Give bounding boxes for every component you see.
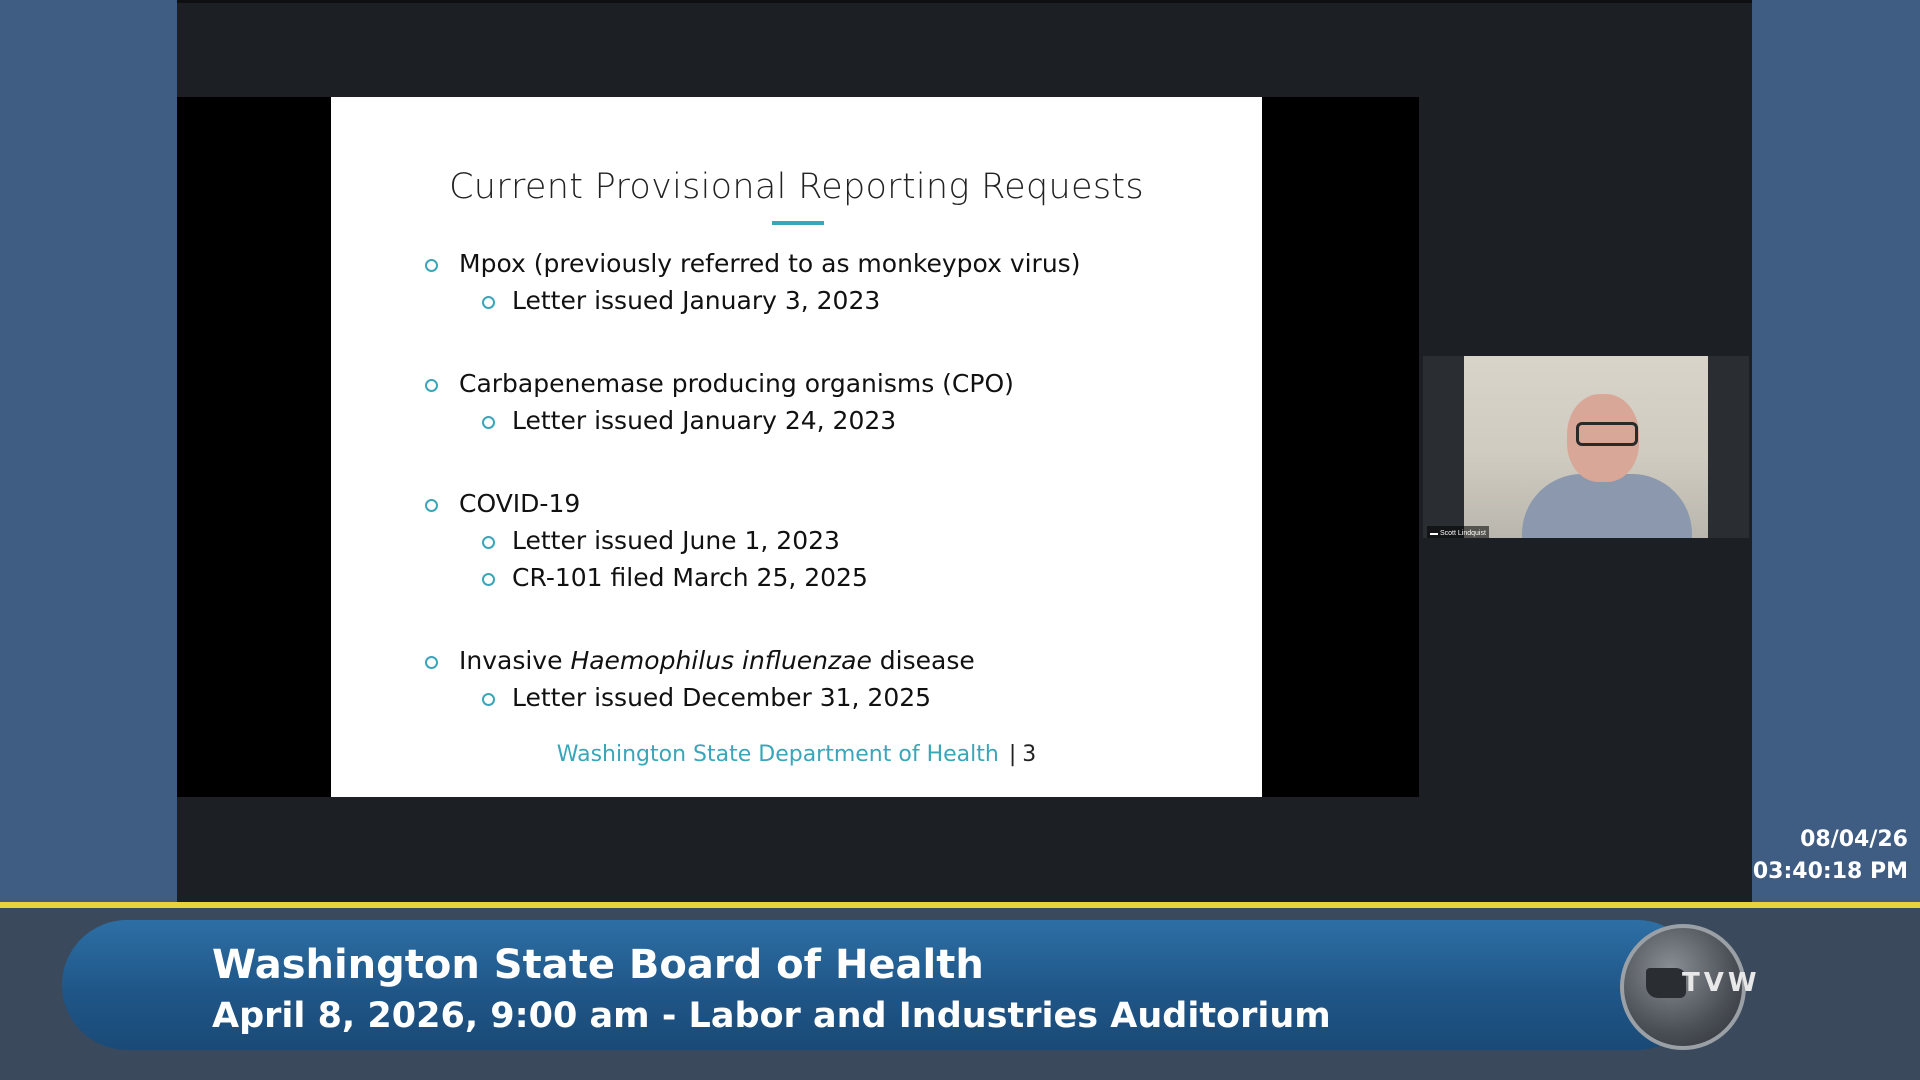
bullet-item <box>421 642 1221 679</box>
sub-bullet-item <box>421 402 1221 439</box>
circle-bullet-icon <box>482 536 495 549</box>
program-banner <box>62 920 1702 1050</box>
sub-bullet-text: Letter issued January 24, 2023 <box>512 406 897 435</box>
logo-text: TVW <box>1682 968 1761 998</box>
timestamp-time: 03:40:18 PM <box>1752 859 1908 884</box>
bullet-group-cpo <box>421 365 1221 439</box>
bullet-item <box>421 485 1221 522</box>
circle-bullet-icon <box>425 379 438 392</box>
sub-bullet-text: Letter issued January 3, 2023 <box>512 286 881 315</box>
screen-top-edge <box>177 0 1752 3</box>
sub-bullet-text: CR-101 filed March 25, 2025 <box>512 563 868 592</box>
lower-third-bar <box>0 908 1920 1080</box>
left-frame-border <box>0 0 177 902</box>
presentation-slide <box>331 97 1262 797</box>
bullet-text-italic: Haemophilus influenzae <box>570 646 872 675</box>
broadcast-timestamp <box>1753 824 1908 888</box>
circle-bullet-icon <box>482 573 495 586</box>
bullet-text-prefix: Invasive <box>459 646 571 675</box>
participant-name: Scott Lindquist <box>1440 530 1486 537</box>
circle-bullet-icon <box>425 656 438 669</box>
banner-subtitle: April 8, 2026, 9:00 am - Labor and Industries Auditorium <box>212 996 1331 1036</box>
bullet-list <box>421 245 1221 762</box>
sub-bullet-item <box>421 559 1221 596</box>
participant-video-feed <box>1464 356 1708 538</box>
circle-bullet-icon <box>425 259 438 272</box>
footer-organization: Washington State Department of Health <box>556 742 999 767</box>
slide-page-number: 3 <box>1022 742 1037 767</box>
sub-bullet-text: Letter issued June 1, 2023 <box>512 526 840 555</box>
bullet-item <box>421 365 1221 402</box>
circle-bullet-icon <box>482 416 495 429</box>
sub-bullet-item <box>421 282 1221 319</box>
meeting-screen <box>177 0 1752 902</box>
sub-bullet-item <box>421 679 1221 716</box>
slide-title: Current Provisional Reporting Requests <box>449 167 1144 207</box>
bullet-text: Carbapenemase producing organisms (CPO) <box>459 369 1014 398</box>
circle-bullet-icon <box>425 499 438 512</box>
participant-name-label <box>1427 526 1489 538</box>
sub-bullet-item <box>421 522 1221 559</box>
bullet-item <box>421 245 1221 282</box>
footer-separator: | <box>1008 742 1017 767</box>
glasses-icon <box>1576 422 1638 446</box>
bullet-group-mpox <box>421 245 1221 319</box>
slide-footer <box>331 742 1262 767</box>
bullet-group-covid <box>421 485 1221 596</box>
bullet-text-suffix: disease <box>871 646 975 675</box>
bullet-text: Mpox (previously referred to as monkeypox virus) <box>459 249 1081 278</box>
timestamp-date: 08/04/26 <box>1800 827 1908 852</box>
signal-strength-icon <box>1430 527 1438 535</box>
right-frame-border <box>1752 0 1920 902</box>
washington-state-icon <box>1646 968 1686 998</box>
circle-bullet-icon <box>482 296 495 309</box>
banner-title: Washington State Board of Health <box>212 942 984 988</box>
tvw-logo <box>1620 924 1761 1050</box>
bullet-text: COVID-19 <box>459 489 581 518</box>
participant-video-tile[interactable] <box>1423 356 1749 538</box>
bullet-group-hib <box>421 642 1221 716</box>
person-shirt <box>1522 474 1692 538</box>
circle-bullet-icon <box>482 693 495 706</box>
sub-bullet-text: Letter issued December 31, 2025 <box>512 683 932 712</box>
shared-slide-area <box>177 97 1419 797</box>
title-underline <box>772 221 824 225</box>
